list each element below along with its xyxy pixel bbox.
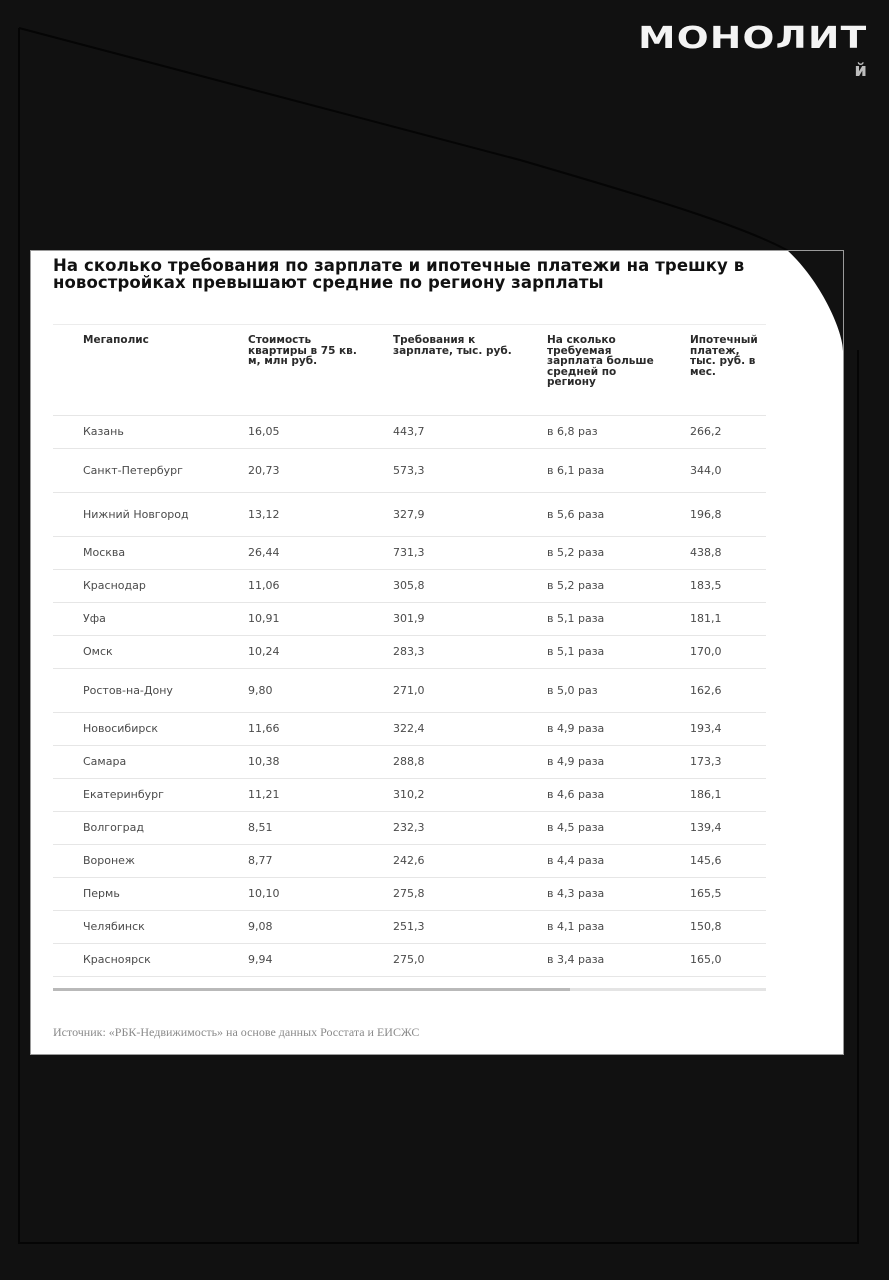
cell-payment: 193,4	[660, 713, 766, 746]
table-scroll-container[interactable]	[53, 324, 766, 977]
cell-salary: 443,7	[363, 416, 517, 449]
cell-city: Челябинск	[53, 911, 218, 944]
cell-price: 8,51	[218, 812, 363, 845]
cell-ratio: в 4,9 раза	[517, 713, 660, 746]
cell-price: 26,44	[218, 537, 363, 570]
cell-salary: 242,6	[363, 845, 517, 878]
table-row	[53, 878, 766, 911]
table-row	[53, 603, 766, 636]
article-card	[31, 251, 843, 1054]
table-row	[53, 944, 766, 977]
cell-payment: 162,6	[660, 669, 766, 713]
cell-city: Воронеж	[53, 845, 218, 878]
cell-salary: 301,9	[363, 603, 517, 636]
header-salary: Требования к зарплате, тыс. руб.	[363, 325, 517, 416]
cell-payment: 196,8	[660, 493, 766, 537]
cell-price: 10,91	[218, 603, 363, 636]
header-ratio: На сколько требуемая зарплата больше средней по региону	[517, 325, 660, 416]
cell-city: Пермь	[53, 878, 218, 911]
cell-ratio: в 4,4 раза	[517, 845, 660, 878]
cell-price: 9,94	[218, 944, 363, 977]
cell-payment: 150,8	[660, 911, 766, 944]
table-row	[53, 669, 766, 713]
cell-payment: 139,4	[660, 812, 766, 845]
cell-salary: 232,3	[363, 812, 517, 845]
cell-payment: 145,6	[660, 845, 766, 878]
cell-price: 11,21	[218, 779, 363, 812]
table-row	[53, 779, 766, 812]
cell-payment: 186,1	[660, 779, 766, 812]
table-row	[53, 449, 766, 493]
cell-price: 20,73	[218, 449, 363, 493]
cell-payment: 165,5	[660, 878, 766, 911]
cell-salary: 322,4	[363, 713, 517, 746]
cell-salary: 573,3	[363, 449, 517, 493]
horizontal-scrollbar[interactable]	[53, 988, 766, 991]
cell-price: 11,66	[218, 713, 363, 746]
brand-logo-sub: й	[854, 60, 867, 81]
cell-price: 16,05	[218, 416, 363, 449]
cell-city: Москва	[53, 537, 218, 570]
table-row	[53, 493, 766, 537]
cell-ratio: в 4,5 раза	[517, 812, 660, 845]
cell-salary: 275,8	[363, 878, 517, 911]
cell-salary: 283,3	[363, 636, 517, 669]
cell-price: 10,24	[218, 636, 363, 669]
table-row	[53, 416, 766, 449]
cell-payment: 170,0	[660, 636, 766, 669]
cell-ratio: в 4,3 раза	[517, 878, 660, 911]
cell-salary: 731,3	[363, 537, 517, 570]
cell-city: Нижний Новгород	[53, 493, 218, 537]
cell-city: Санкт-Петербург	[53, 449, 218, 493]
header-payment: Ипотечный платеж, тыс. руб. в мес.	[660, 325, 766, 416]
cell-payment: 165,0	[660, 944, 766, 977]
cell-city: Екатеринбург	[53, 779, 218, 812]
cell-city: Ростов-на-Дону	[53, 669, 218, 713]
cell-price: 10,38	[218, 746, 363, 779]
cell-payment: 438,8	[660, 537, 766, 570]
table-row	[53, 537, 766, 570]
cell-city: Красноярск	[53, 944, 218, 977]
cell-ratio: в 3,4 раза	[517, 944, 660, 977]
cell-price: 9,80	[218, 669, 363, 713]
table-row	[53, 911, 766, 944]
cell-ratio: в 6,1 раза	[517, 449, 660, 493]
cell-salary: 327,9	[363, 493, 517, 537]
cell-ratio: в 4,1 раза	[517, 911, 660, 944]
cell-ratio: в 5,1 раза	[517, 636, 660, 669]
cell-price: 11,06	[218, 570, 363, 603]
cell-price: 10,10	[218, 878, 363, 911]
cell-salary: 310,2	[363, 779, 517, 812]
cell-ratio: в 6,8 раз	[517, 416, 660, 449]
cell-ratio: в 5,2 раза	[517, 537, 660, 570]
cell-price: 8,77	[218, 845, 363, 878]
cell-payment: 173,3	[660, 746, 766, 779]
cell-salary: 271,0	[363, 669, 517, 713]
scrollbar-thumb[interactable]	[53, 988, 570, 991]
cell-salary: 251,3	[363, 911, 517, 944]
table-row	[53, 746, 766, 779]
cell-ratio: в 5,2 раза	[517, 570, 660, 603]
cell-city: Казань	[53, 416, 218, 449]
cell-ratio: в 5,1 раза	[517, 603, 660, 636]
source-note: Источник: «РБК-Недвижимость» на основе данных Росстата и ЕИСЖС	[53, 1025, 420, 1039]
cell-price: 13,12	[218, 493, 363, 537]
cell-payment: 344,0	[660, 449, 766, 493]
cell-city: Новосибирск	[53, 713, 218, 746]
header-price: Стоимость квартиры в 75 кв. м, млн руб.	[218, 325, 363, 416]
cell-salary: 275,0	[363, 944, 517, 977]
cell-ratio: в 5,0 раз	[517, 669, 660, 713]
cell-city: Уфа	[53, 603, 218, 636]
header-city: Мегаполис	[53, 325, 218, 416]
brand-logo: МОНОЛИТ	[637, 21, 867, 56]
frame-curve-line	[19, 28, 800, 258]
cell-ratio: в 4,9 раза	[517, 746, 660, 779]
cell-salary: 305,8	[363, 570, 517, 603]
table-row	[53, 845, 766, 878]
table-title: На сколько требования по зарплате и ипотечные платежи на трешку в новостройках превышают средние по региону зарплаты	[53, 256, 745, 292]
cell-salary: 288,8	[363, 746, 517, 779]
table-row	[53, 713, 766, 746]
table-header-row	[53, 325, 766, 416]
table-row	[53, 570, 766, 603]
table-row	[53, 812, 766, 845]
cell-city: Омск	[53, 636, 218, 669]
cell-city: Волгоград	[53, 812, 218, 845]
cell-ratio: в 5,6 раза	[517, 493, 660, 537]
cell-price: 9,08	[218, 911, 363, 944]
salary-table	[53, 324, 766, 977]
cell-payment: 181,1	[660, 603, 766, 636]
cell-ratio: в 4,6 раза	[517, 779, 660, 812]
cell-payment: 266,2	[660, 416, 766, 449]
cell-city: Краснодар	[53, 570, 218, 603]
cell-payment: 183,5	[660, 570, 766, 603]
table-row	[53, 636, 766, 669]
cell-city: Самара	[53, 746, 218, 779]
